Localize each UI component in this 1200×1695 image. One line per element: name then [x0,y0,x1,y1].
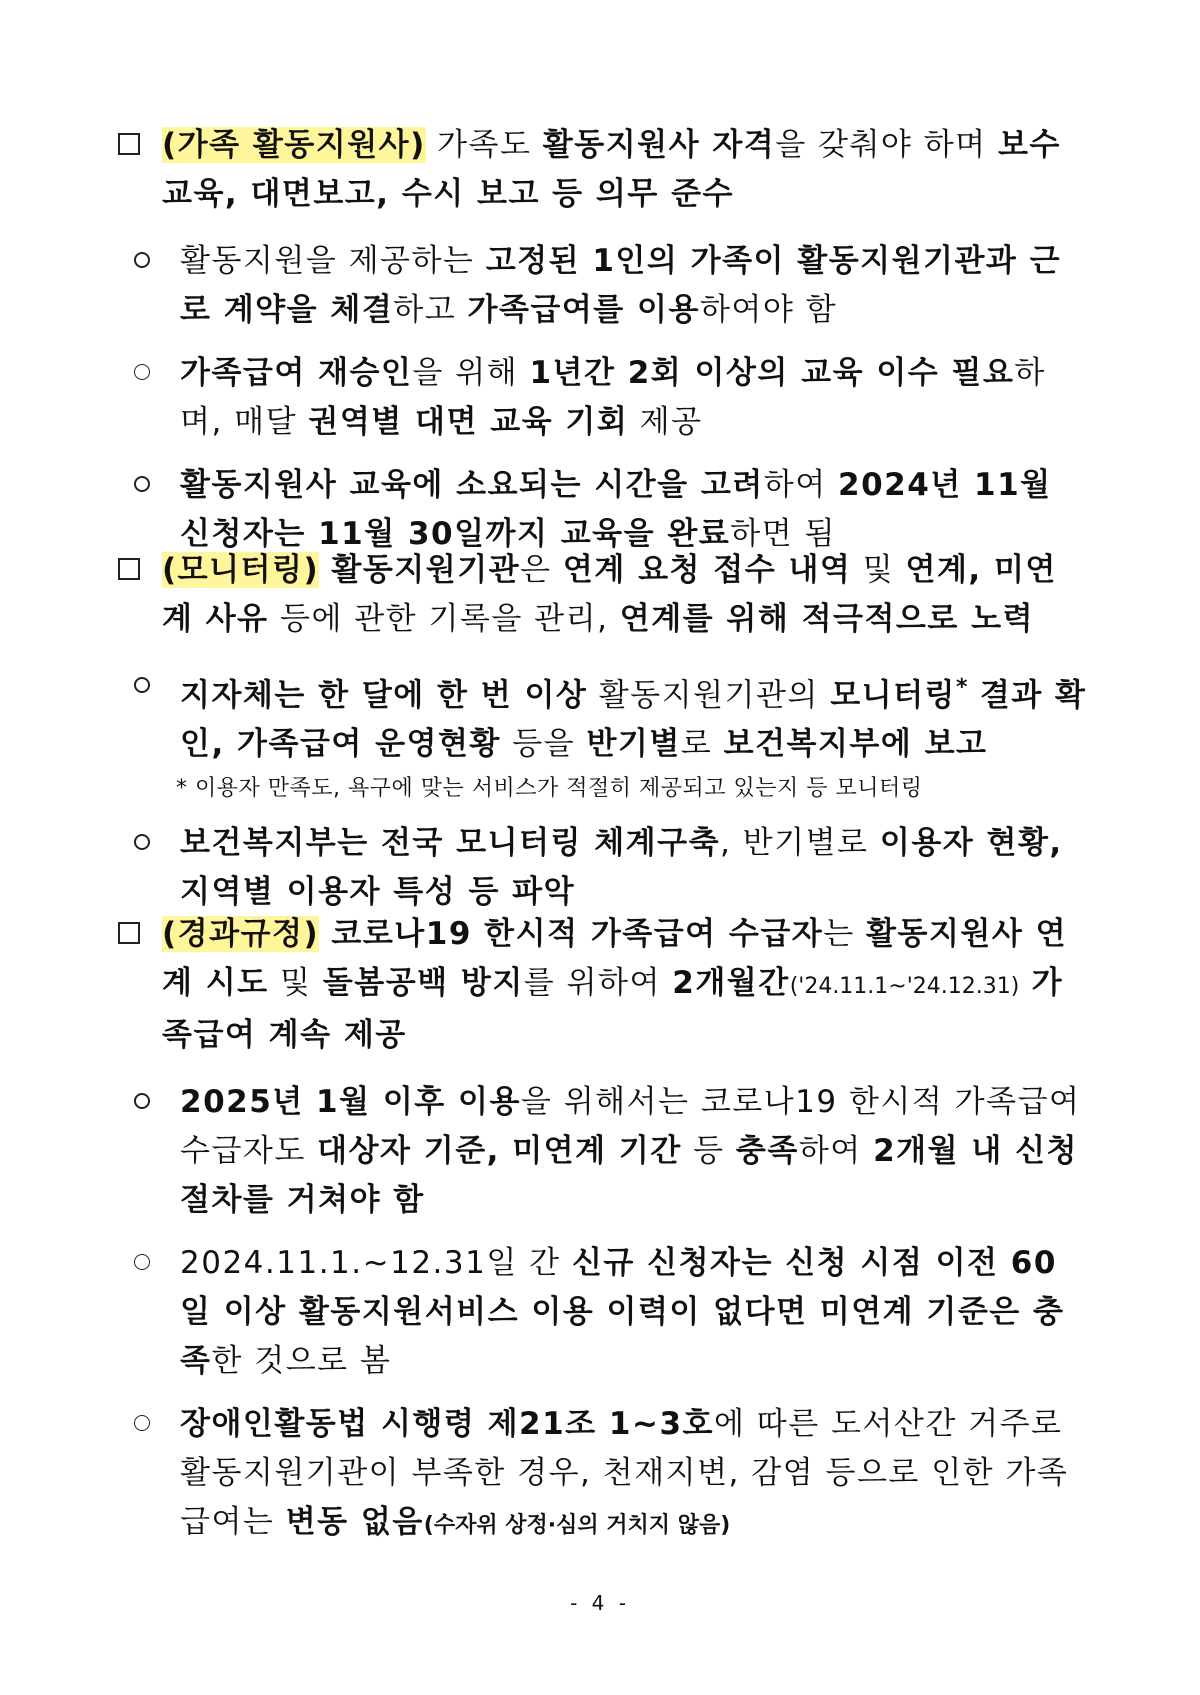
circle-bullet-icon [134,834,150,850]
item-text: 하여 [798,1133,874,1169]
item-text: 신규 신청자는 신청 시점 이전 60일 이상 활동지원서비스 이용 이력이 없다면 미연계 기준은 충족 [180,1245,1065,1379]
circle-bullet-icon [134,1415,150,1431]
heading-text: 2개월간 [672,965,790,1001]
item-text: 을 위해 [412,355,530,391]
heading-text: 코로나19 한시적 가족급여 수급자 [319,916,824,952]
list-item [118,349,1088,447]
section-title: (가족 활동지원사) [162,127,426,163]
heading-text: 활동지원기관 [319,552,521,588]
item-text: 대상자 기준, 미연계 기간 [317,1133,682,1169]
heading-text: 연계, 미연계 사유 [162,552,1057,637]
item-text: 활동지원을 제공하는 [180,243,486,279]
heading-text: 는 [823,916,867,952]
item-text: 변동 없음 [285,1504,424,1540]
section-title: (경과규정) [162,916,320,952]
item-text: 하여야 함 [699,292,838,328]
circle-bullet-icon [134,252,150,268]
item-text: (수자위 상정·심의 거치지 않음) [423,1513,731,1538]
item-text: , 반기별로 [720,825,880,862]
list-item [118,819,1088,917]
checkbox-square-icon [118,133,140,155]
item-text: 보건복지부는 전국 모니터링 체계구축 [180,825,721,862]
heading-text: 등에 관한 기록을 관리, [268,601,620,637]
heading-text: 및 [268,965,323,1001]
item-text: 한 것으로 봄 [211,1343,392,1379]
circle-bullet-icon [134,476,150,492]
heading-text: 돌봄공백 방지 [322,965,524,1001]
item-text: 2개월 내 신청 절차를 거쳐야 함 [180,1133,1078,1218]
item-text: 로 [680,726,724,763]
heading-text: 활동지원사 연계 시도 [162,916,1068,1001]
item-text: 충족 [735,1133,799,1169]
list-item [118,1078,1088,1225]
section-heading [118,910,1088,1060]
circle-bullet-icon [134,364,150,380]
heading-text: ('24.11.1~'24.12.31) [789,974,1020,999]
list-item [118,662,1088,769]
circle-bullet-icon [134,1254,150,1270]
list-item [118,237,1088,335]
heading-text: 보수 교육, 대면보고, 수시 보고 등 의무 준수 [162,127,1061,212]
item-text: 2024년 11월 신청자는 11월 30일까지 교육을 완료 [180,467,1052,552]
page-number: - 4 - [570,1591,630,1615]
item-text: 활동지원기관의 [587,677,831,714]
footnote-marker: * [956,675,968,700]
item-text: 가족급여 재승인 [180,355,413,391]
item-text: 이용자 현황, 지역별 이용자 특성 등 파악 [180,825,1063,911]
heading-text: 연계를 위해 적극적으로 노력 [619,601,1035,637]
section-heading [118,121,1088,219]
heading-text: 활동지원사 자격 [542,127,776,163]
heading-text: 을 갖춰야 하며 [775,127,998,163]
heading-text: 연계 요청 접수 내역 [562,552,852,588]
section-title: (모니터링) [162,552,320,588]
list-item [118,1400,1088,1550]
list-item [118,1239,1088,1386]
section-monitoring [118,546,1088,917]
item-text: 반기별 [586,726,681,763]
checkbox-square-icon [118,558,140,580]
heading-text: 가족급여 계속 제공 [162,965,1064,1053]
item-text: 2025년 1월 이후 이용 [180,1084,521,1120]
item-text: 결과 확인, 가족급여 운영현황 [180,677,1087,763]
item-text: 가족급여를 이용 [467,292,700,328]
item-text: 등 [681,1133,736,1169]
heading-text: 를 위하여 [523,965,673,1001]
item-text: 1년간 2회 이상의 교육 이수 필요 [529,355,1015,391]
section-family-support-worker [118,121,1088,559]
heading-text: 가족도 [425,127,543,163]
item-text: 모니터링 [830,677,957,714]
item-text: 지자체는 한 달에 한 번 이상 [180,677,588,714]
section-transitional-provision [118,910,1088,1550]
checkbox-square-icon [118,922,140,944]
item-text: 하며, 매달 [180,355,1046,440]
footnote: * 이용자 만족도, 욕구에 맞는 서비스가 적절히 제공되고 있는지 등 모니터링 [176,776,923,802]
item-text: 에 따른 도서산간 거주로 활동지원기관이 부족한 경우, 천재지변, 감염 등으로 인한 가족급여는 [180,1406,1069,1540]
list-item [118,461,1088,559]
item-text: 활동지원사 교육에 소요되는 시간을 고려 [180,467,764,503]
item-text: 하면 됨 [730,516,836,552]
item-text: 고정된 1인의 가족이 활동지원기관과 근로 계약을 체결 [180,243,1062,328]
item-text: 등을 [500,726,587,763]
heading-text: 은 [520,552,563,588]
heading-text: 및 [851,552,906,588]
item-text: 권역별 대면 교육 기회 [308,404,629,440]
circle-bullet-icon [134,1093,150,1109]
item-text: 보건복지부에 보고 [723,726,988,763]
circle-bullet-icon [134,677,150,693]
item-text: 제공 [628,404,703,440]
item-text: 하여 [763,467,839,503]
item-text: 장애인활동법 시행령 제21조 1~3호 [180,1406,714,1442]
section-heading [118,546,1088,644]
item-text: 을 위해서는 코로나19 한시적 가족급여 수급자도 [180,1084,1081,1169]
item-text: 하고 [393,292,468,328]
item-text: 2024.11.1.~12.31일 간 [180,1245,572,1281]
